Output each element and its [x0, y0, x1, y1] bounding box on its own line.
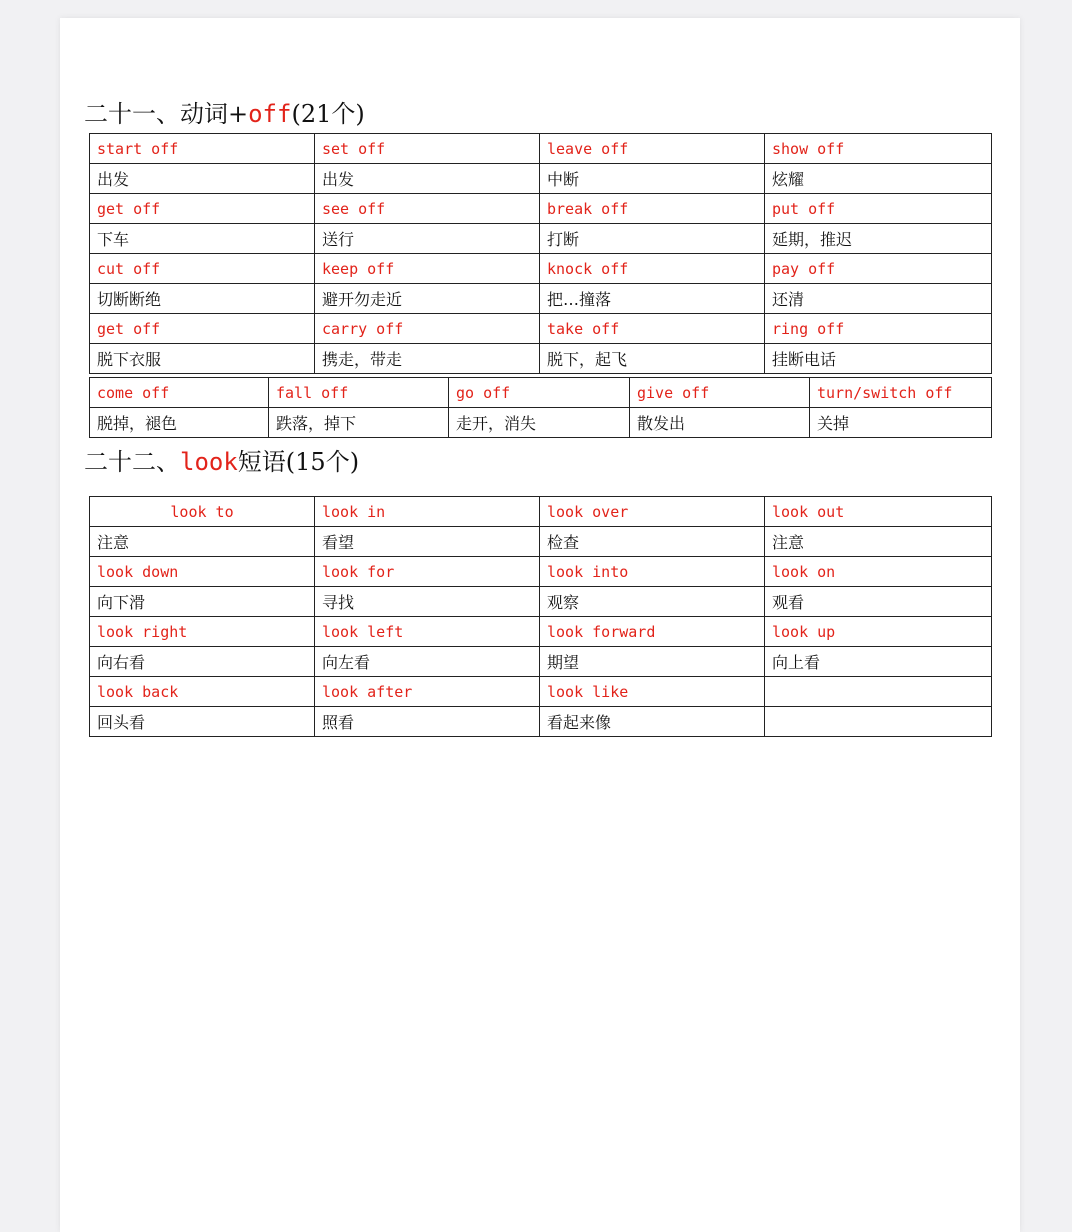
- phrase-cell: look to: [90, 497, 315, 527]
- meaning-cell: 期望: [540, 647, 765, 677]
- phrase-cell: look like: [540, 677, 765, 707]
- phrase-cell: go off: [449, 378, 630, 408]
- meaning-cell: 注意: [765, 527, 992, 557]
- meaning-cell: 中断: [540, 164, 765, 194]
- table-row: [90, 164, 992, 194]
- meaning-cell: 关掉: [810, 408, 992, 438]
- heading-keyword: off: [248, 100, 292, 128]
- meaning-cell: 出发: [315, 164, 540, 194]
- table-row: [90, 527, 992, 557]
- heading-prefix: 二十二、: [84, 448, 180, 476]
- table-row: [90, 617, 992, 647]
- meaning-cell: 出发: [90, 164, 315, 194]
- table-row: [90, 314, 992, 344]
- table-row: [90, 677, 992, 707]
- phrase-cell: look out: [765, 497, 992, 527]
- phrase-cell: look over: [540, 497, 765, 527]
- meaning-cell: 把…撞落: [540, 284, 765, 314]
- phrase-cell: cut off: [90, 254, 315, 284]
- phrase-cell: look down: [90, 557, 315, 587]
- meaning-cell: 避开勿走近: [315, 284, 540, 314]
- table-row: [90, 134, 992, 164]
- meaning-cell: 携走，带走: [315, 344, 540, 374]
- phrase-cell: look left: [315, 617, 540, 647]
- phrase-cell: see off: [315, 194, 540, 224]
- phrase-cell: take off: [540, 314, 765, 344]
- meaning-cell: 延期，推迟: [765, 224, 992, 254]
- phrase-cell: look after: [315, 677, 540, 707]
- table-row: [90, 408, 992, 438]
- empty-cell: [765, 677, 992, 707]
- off-phrase-table: [89, 133, 992, 374]
- table-row: [90, 224, 992, 254]
- heading-keyword: look: [180, 448, 238, 476]
- phrase-cell: give off: [630, 378, 810, 408]
- phrase-cell: break off: [540, 194, 765, 224]
- meaning-cell: 送行: [315, 224, 540, 254]
- look-phrase-table: [89, 496, 992, 737]
- meaning-cell: 寻找: [315, 587, 540, 617]
- meaning-cell: 挂断电话: [765, 344, 992, 374]
- meaning-cell: 还清: [765, 284, 992, 314]
- phrase-cell: keep off: [315, 254, 540, 284]
- phrase-cell: get off: [90, 314, 315, 344]
- phrase-cell: fall off: [269, 378, 449, 408]
- meaning-cell: 回头看: [90, 707, 315, 737]
- phrase-cell: ring off: [765, 314, 992, 344]
- phrase-cell: look right: [90, 617, 315, 647]
- phrase-cell: look on: [765, 557, 992, 587]
- meaning-cell: 向下滑: [90, 587, 315, 617]
- meaning-cell: 向右看: [90, 647, 315, 677]
- phrase-cell: turn/switch off: [810, 378, 992, 408]
- meaning-cell: 炫耀: [765, 164, 992, 194]
- phrase-cell: pay off: [765, 254, 992, 284]
- meaning-cell: 向上看: [765, 647, 992, 677]
- meaning-cell: 照看: [315, 707, 540, 737]
- phrase-cell: look up: [765, 617, 992, 647]
- table-row: [90, 497, 992, 527]
- phrase-cell: look in: [315, 497, 540, 527]
- table-row: [90, 647, 992, 677]
- meaning-cell: 观看: [765, 587, 992, 617]
- meaning-cell: 检查: [540, 527, 765, 557]
- table-row: [90, 587, 992, 617]
- table-row: [90, 707, 992, 737]
- meaning-cell: 下车: [90, 224, 315, 254]
- phrase-cell: look forward: [540, 617, 765, 647]
- phrase-cell: set off: [315, 134, 540, 164]
- table-row: [90, 344, 992, 374]
- meaning-cell: 观察: [540, 587, 765, 617]
- meaning-cell: 向左看: [315, 647, 540, 677]
- phrase-cell: come off: [90, 378, 269, 408]
- table-row: [90, 557, 992, 587]
- meaning-cell: 打断: [540, 224, 765, 254]
- meaning-cell: 看望: [315, 527, 540, 557]
- meaning-cell: 跌落，掉下: [269, 408, 449, 438]
- phrase-cell: carry off: [315, 314, 540, 344]
- table-row: [90, 378, 992, 408]
- phrase-cell: start off: [90, 134, 315, 164]
- phrase-cell: knock off: [540, 254, 765, 284]
- meaning-cell: 脱下衣服: [90, 344, 315, 374]
- heading-suffix: 短语(15个): [237, 448, 360, 476]
- section-heading-off: [84, 100, 365, 128]
- phrase-cell: look into: [540, 557, 765, 587]
- meaning-cell: 散发出: [630, 408, 810, 438]
- phrase-cell: get off: [90, 194, 315, 224]
- document-page: [60, 18, 1020, 1232]
- meaning-cell: 看起来像: [540, 707, 765, 737]
- phrase-cell: look for: [315, 557, 540, 587]
- meaning-cell: 切断断绝: [90, 284, 315, 314]
- meaning-cell: 走开，消失: [449, 408, 630, 438]
- empty-cell: [765, 707, 992, 737]
- heading-suffix: (21个): [291, 100, 365, 128]
- heading-prefix: 二十一、动词+: [84, 100, 249, 128]
- meaning-cell: 脱下，起飞: [540, 344, 765, 374]
- table-row: [90, 254, 992, 284]
- phrase-cell: look back: [90, 677, 315, 707]
- section-heading-look: [84, 448, 359, 476]
- meaning-cell: 注意: [90, 527, 315, 557]
- table-row: [90, 194, 992, 224]
- table-row: [90, 284, 992, 314]
- off-phrase-table-last-row: [89, 377, 992, 438]
- phrase-cell: show off: [765, 134, 992, 164]
- meaning-cell: 脱掉，褪色: [90, 408, 269, 438]
- phrase-cell: leave off: [540, 134, 765, 164]
- phrase-cell: put off: [765, 194, 992, 224]
